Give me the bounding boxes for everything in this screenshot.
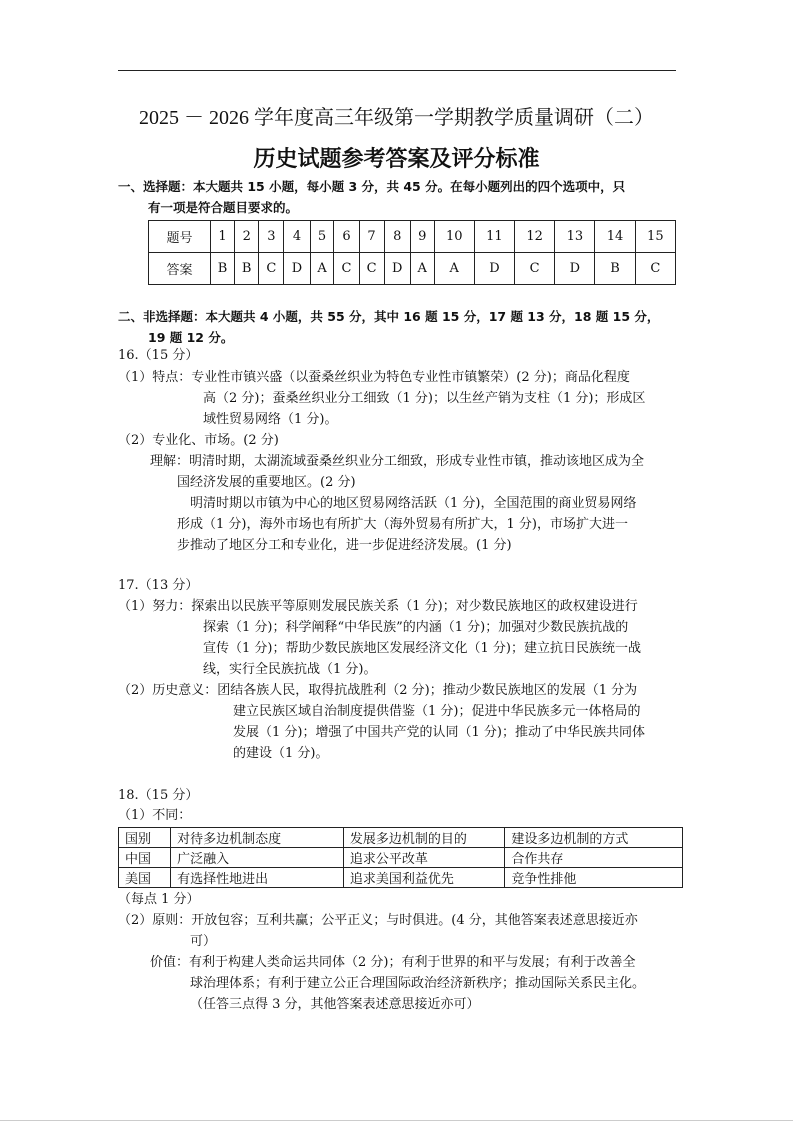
question-number-row bbox=[149, 221, 676, 253]
q18-part1: （1）不同： bbox=[118, 808, 192, 823]
question-number: 15 bbox=[635, 221, 675, 253]
q17-part2: 建立民族区域自治制度提供借鉴（1 分)；促进中华民族多元一体格局的 bbox=[233, 704, 641, 719]
question-number: 4 bbox=[284, 221, 310, 253]
answer-cell: B bbox=[210, 253, 234, 285]
question-number: 8 bbox=[384, 221, 410, 253]
table-cell: 国别 bbox=[119, 828, 171, 848]
q18-value: 球治理体系；有利于建立公正合理国际政治经济新秩序；推动国际关系民主化。 bbox=[190, 976, 646, 991]
table-cell: 对待多边机制态度 bbox=[171, 828, 344, 848]
table-cell: 有选择性地进出 bbox=[171, 868, 344, 888]
row-label: 答案 bbox=[149, 253, 211, 285]
q17-part1: 宣传（1 分)；帮助少数民族地区发展经济文化（1 分)；建立抗日民族统一战 bbox=[203, 641, 641, 656]
page-bottom-edge bbox=[0, 1120, 793, 1121]
table-cell: 竞争性排他 bbox=[505, 868, 683, 888]
table-row bbox=[119, 868, 683, 888]
q16-understanding-2: 形成（1 分)，海外市场也有所扩大（海外贸易有所扩大，1 分)，市场扩大进一 bbox=[177, 517, 628, 532]
table-cell: 中国 bbox=[119, 848, 171, 868]
q16-understanding-2: 明清时期以市镇为中心的地区贸易网络活跃（1 分)，全国范围的商业贸易网络 bbox=[190, 496, 637, 511]
table-row bbox=[119, 848, 683, 868]
answer-cell: C bbox=[359, 253, 384, 285]
answer-cell: D bbox=[474, 253, 514, 285]
question-number: 12 bbox=[515, 221, 555, 253]
answer-cell: D bbox=[555, 253, 595, 285]
q17-part1: 线，实行全民族抗战（1 分)。 bbox=[203, 662, 377, 677]
q16-understanding: 国经济发展的重要地区。(2 分) bbox=[177, 475, 356, 490]
section1-heading-cont: 有一项是符合题目要求的。 bbox=[148, 200, 299, 215]
question-number: 9 bbox=[410, 221, 434, 253]
q17-part2: 发展（1 分)；增强了中国共产党的认同（1 分)；推动了中华民族共同体 bbox=[233, 725, 645, 740]
answer-cell: B bbox=[595, 253, 635, 285]
q16-part1: 高（2 分)；蚕桑丝织业分工细致（1 分)；以生丝产销为支柱（1 分)；形成区 bbox=[203, 391, 646, 406]
table-cell: 追求公平改革 bbox=[343, 848, 505, 868]
answer-cell: D bbox=[284, 253, 310, 285]
q16-understanding-2: 步推动了地区分工和专业化，进一步促进经济发展。(1 分) bbox=[177, 538, 512, 553]
answer-cell: A bbox=[310, 253, 334, 285]
answer-cell: D bbox=[384, 253, 410, 285]
q17-part1: 探索（1 分)；科学阐释“中华民族”的内涵（1 分)；加强对少数民族抗战的 bbox=[203, 620, 629, 635]
q16-part1: （1）特点：专业性市镇兴盛（以蚕桑丝织业为特色专业性市镇繁荣）(2 分)；商品化程度 bbox=[118, 370, 630, 385]
q16-understanding: 理解：明清时期，太湖流域蚕桑丝织业分工细致，形成专业性市镇，推动该地区成为全 bbox=[150, 454, 645, 469]
q18-value: 价值：有利于构建人类命运共同体（2 分)；有利于世界的和平与发展；有利于改善全 bbox=[150, 955, 636, 970]
table-cell: 美国 bbox=[119, 868, 171, 888]
answer-cell: C bbox=[635, 253, 675, 285]
answer-row bbox=[149, 253, 676, 285]
comparison-table bbox=[118, 827, 683, 888]
question-number: 11 bbox=[474, 221, 514, 253]
question-number: 3 bbox=[259, 221, 284, 253]
question-number: 10 bbox=[434, 221, 474, 253]
q16-part1: 域性贸易网络（1 分)。 bbox=[203, 412, 338, 427]
q16-heading: 16.（15 分） bbox=[118, 348, 199, 363]
question-number: 13 bbox=[555, 221, 595, 253]
section1-heading: 一、选择题：本大题共 15 小题，每小题 3 分，共 45 分。在每小题列出的四个选项中，只 bbox=[118, 179, 626, 194]
row-label: 题号 bbox=[149, 221, 211, 253]
table-cell: 追求美国利益优先 bbox=[343, 868, 505, 888]
q17-part1: （1）努力：探索出以民族平等原则发展民族关系（1 分)；对少数民族地区的政权建设进行 bbox=[118, 599, 638, 614]
table-header-row bbox=[119, 828, 683, 848]
answer-cell: C bbox=[334, 253, 359, 285]
question-number: 2 bbox=[235, 221, 259, 253]
answer-table bbox=[148, 220, 676, 285]
question-number: 5 bbox=[310, 221, 334, 253]
q17-part2: （2）历史意义：团结各族人民，取得抗战胜利（2 分)；推动少数民族地区的发展（1 分为 bbox=[118, 683, 638, 698]
answer-cell: A bbox=[410, 253, 434, 285]
table-cell: 广泛融入 bbox=[171, 848, 344, 868]
question-number: 6 bbox=[334, 221, 359, 253]
doc-subtitle: 历史试题参考答案及评分标准 bbox=[253, 146, 540, 172]
question-number: 7 bbox=[359, 221, 384, 253]
q16-part2: （2）专业化、市场。(2 分) bbox=[118, 433, 279, 448]
q17-heading: 17.（13 分） bbox=[118, 578, 199, 593]
q18-part2: （2）原则：开放包容；互利共赢；公平正义；与时俱进。(4 分，其他答案表述意思接近亦 bbox=[118, 913, 638, 928]
answer-cell: A bbox=[434, 253, 474, 285]
answer-cell: C bbox=[259, 253, 284, 285]
doc-title: 2025 － 2026 学年度高三年级第一学期教学质量调研（二） bbox=[139, 107, 654, 129]
q17-part2: 的建设（1 分)。 bbox=[233, 746, 329, 761]
answer-cell: C bbox=[515, 253, 555, 285]
table-cell: 合作共存 bbox=[505, 848, 683, 868]
answer-cell: B bbox=[235, 253, 259, 285]
section2-heading: 二、非选择题：本大题共 4 小题，共 55 分，其中 16 题 15 分，17 题 13 分，18 题 15 分， bbox=[118, 309, 660, 324]
section2-heading-cont: 19 题 12 分。 bbox=[148, 330, 234, 345]
table-cell: 建设多边机制的方式 bbox=[505, 828, 683, 848]
q18-part2: 可） bbox=[190, 934, 217, 949]
q18-note: （每点 1 分） bbox=[118, 892, 200, 907]
question-number: 14 bbox=[595, 221, 635, 253]
q18-heading: 18.（15 分） bbox=[118, 788, 199, 803]
table-cell: 发展多边机制的目的 bbox=[343, 828, 505, 848]
q18-value: （任答三点得 3 分，其他答案表述意思接近亦可） bbox=[190, 997, 480, 1012]
top-rule bbox=[118, 70, 676, 71]
question-number: 1 bbox=[210, 221, 234, 253]
